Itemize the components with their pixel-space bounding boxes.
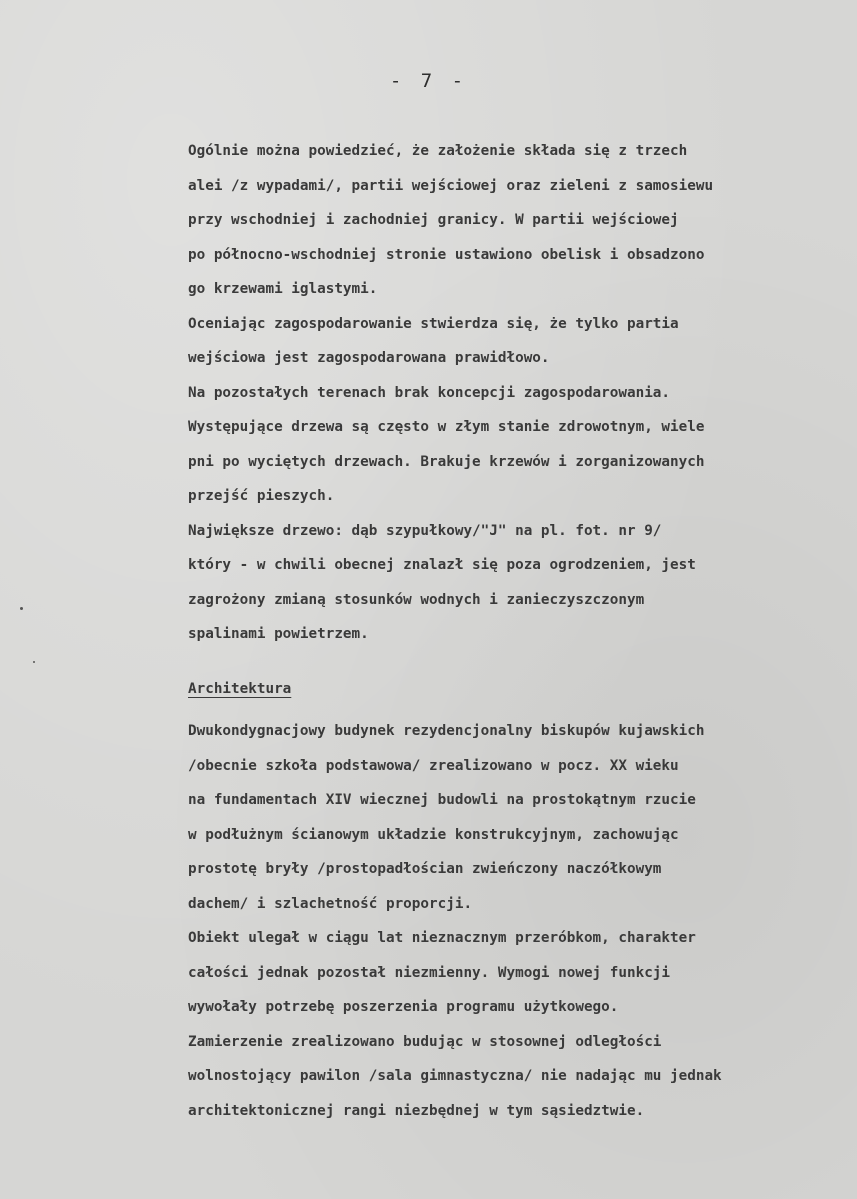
- text-line: w podłużnym ścianowym układzie konstrukcyjnym, zachowując: [188, 826, 679, 843]
- text-line: Występujące drzewa są często w złym stanie zdrowotnym, wiele: [188, 419, 705, 435]
- text-line: Dwukondygnacjowy budynek rezydencjonalny biskupów kujawskich: [188, 723, 705, 739]
- text-line: spalinami powietrzem.: [188, 626, 369, 642]
- text-line: Zamierzenie zrealizowano budując w stosownej odległości: [188, 1033, 662, 1050]
- text-line: /obecnie szkoła podstawowa/ zrealizowano w pocz. XX wieku: [188, 757, 679, 774]
- text-line: Na pozostałych terenach brak koncepcji zagospodarowania.: [188, 384, 671, 401]
- text-line: na fundamentach XIV wiecznej budowli na prostokątnym rzucie: [188, 792, 696, 808]
- text-line: przy wschodniej i zachodniej granicy. W partii wejściowej: [188, 212, 679, 228]
- paper-speck: [33, 661, 35, 663]
- section-heading: Architektura: [188, 681, 292, 697]
- text-line: zagrożony zmianą stosunków wodnych i zanieczyszczonym: [188, 591, 645, 608]
- text-line: wolnostojący pawilon /sala gimnastyczna/ nie nadając mu jednak: [188, 1068, 722, 1084]
- text-line: go krzewami iglastymi.: [188, 281, 378, 297]
- text-line: wejściowa jest zagospodarowana prawidłowo.: [188, 350, 550, 366]
- text-line: który - w chwili obecnej znalazł się poza ogrodzeniem, jest: [188, 557, 696, 573]
- text-line: dachem/ i szlachetność proporcji.: [188, 895, 473, 912]
- section-2-text: [188, 714, 838, 1128]
- text-line: Oceniając zagospodarowanie stwierdza się, że tylko partia: [188, 315, 679, 332]
- text-line: architektonicznej rangi niezbędnej w tym sąsiedztwie.: [188, 1102, 645, 1119]
- section-1-text: [188, 134, 838, 652]
- text-line: przejść pieszych.: [188, 488, 335, 504]
- page-number: - 7 -: [389, 70, 468, 92]
- text-line: pni po wyciętych drzewach. Brakuje krzewów i zorganizowanych: [188, 453, 705, 470]
- text-line: Największe drzewo: dąb szypułkowy/"J" na pl. fot. nr 9/: [188, 522, 662, 539]
- text-line: prostotę bryły /prostopadłościan zwieńczony naczółkowym: [188, 861, 662, 877]
- text-line: całości jednak pozostał niezmienny. Wymogi nowej funkcji: [188, 964, 671, 981]
- text-line: po północno-wschodniej stronie ustawiono obelisk i obsadzono: [188, 246, 705, 263]
- text-line: wywołały potrzebę poszerzenia programu użytkowego.: [188, 999, 619, 1015]
- text-line: Obiekt ulegał w ciągu lat nieznacznym przeróbkom, charakter: [188, 930, 696, 946]
- text-line: Ogólnie można powiedzieć, że założenie składa się z trzech: [188, 143, 688, 159]
- paper-speck: [20, 607, 23, 610]
- text-line: alei /z wypadami/, partii wejściowej oraz zieleni z samosiewu: [188, 177, 714, 194]
